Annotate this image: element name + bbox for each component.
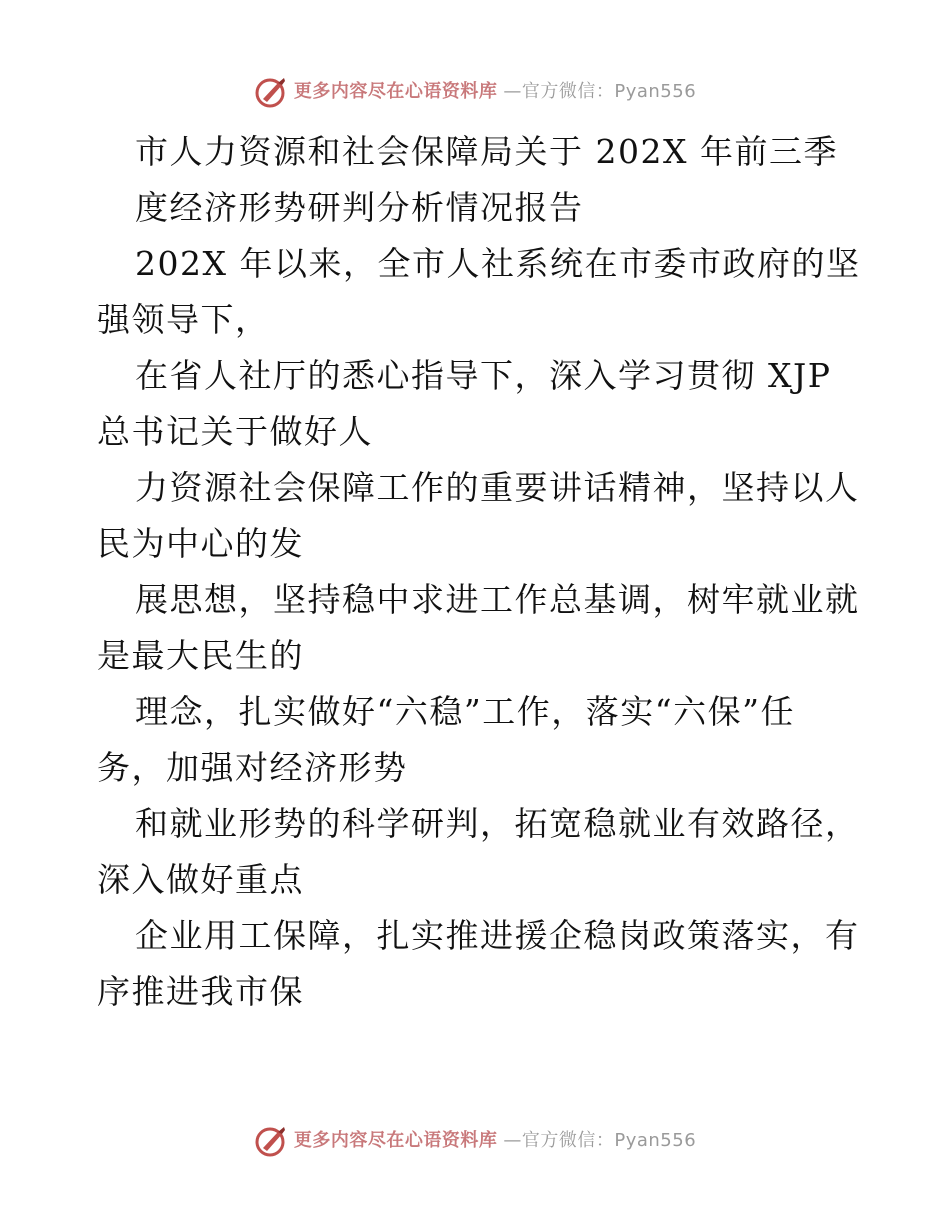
document-body	[97, 124, 861, 1020]
watermark-footer	[0, 1121, 950, 1161]
brush-logo-icon	[254, 75, 288, 109]
text-line: 202X 年以来，全市人社系统在市委市政府的坚	[135, 244, 861, 283]
text-line: 企业用工保障，扎实推进援企稳岗政策落实，有	[135, 916, 860, 955]
text-line: 务，加强对经济形势	[97, 748, 408, 787]
text-line: 理念，扎实做好“六稳”工作，落实“六保”任	[135, 692, 795, 731]
text-line: 民为中心的发	[97, 524, 304, 563]
text-line: 力资源社会保障工作的重要讲话精神，坚持以人	[135, 468, 860, 507]
brush-logo-icon	[254, 1124, 288, 1158]
watermark-sub-text: —官方微信：Pyan556	[503, 81, 697, 102]
watermark-header	[0, 72, 950, 112]
text-line: 是最大民生的	[97, 636, 304, 675]
text-line: 在省人社厅的悉心指导下，深入学习贯彻 XJP	[135, 356, 832, 395]
text-line: 强领导下，	[97, 300, 270, 339]
text-line: 序推进我市保	[97, 972, 304, 1011]
text-line: 总书记关于做好人	[97, 412, 373, 451]
text-line: 度经济形势研判分析情况报告	[135, 188, 584, 227]
watermark-main-text: 更多内容尽在心语资料库	[293, 1130, 498, 1151]
watermark-main-text: 更多内容尽在心语资料库	[293, 81, 498, 102]
watermark-sub-text: —官方微信：Pyan556	[503, 1130, 697, 1151]
text-line: 和就业形势的科学研判，拓宽稳就业有效路径，	[135, 804, 860, 843]
text-line: 市人力资源和社会保障局关于 202X 年前三季	[135, 132, 838, 171]
text-line: 展思想，坚持稳中求进工作总基调，树牢就业就	[135, 580, 860, 619]
text-line: 深入做好重点	[97, 860, 304, 899]
